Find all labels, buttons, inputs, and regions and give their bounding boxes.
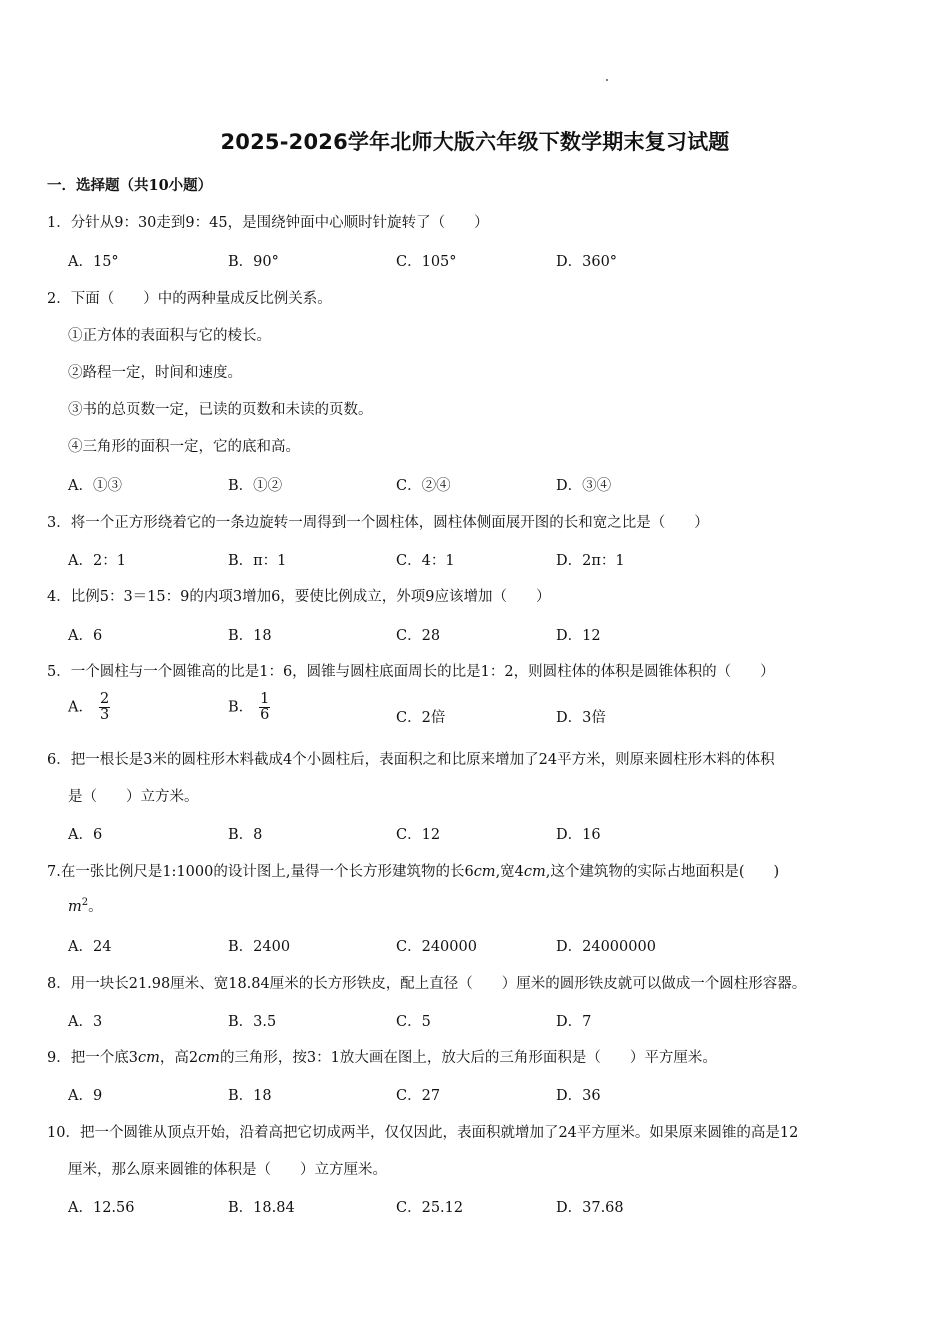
question-7-cont [68,895,103,916]
question-1: 1．分针从9：30走到9：45，是围绕钟面中心顺时针旋转了（ ） [47,215,489,231]
q1-option-a: A．15° [68,254,119,270]
question-7 [47,860,779,881]
q5-option-b-label: B． [228,699,254,716]
q9-option-a: A．9 [68,1088,103,1104]
q9-text-c: 的三角形，按3：1放大画在图上，放大后的三角形面积是（ ）平方厘米。 [219,1050,717,1066]
q7-option-d: D．24000000 [556,939,656,955]
q8-option-a: A．3 [68,1014,103,1030]
q2-item-1: ①正方体的表面积与它的棱长。 [68,328,271,344]
q9-text-a: 9．把一个底3 [47,1050,138,1066]
q9-unit-1: cm [137,1050,160,1066]
q4-option-a: A．6 [68,628,103,644]
q5-frac-b-numerator: 1 [260,691,270,707]
q5-option-b-fraction [259,692,270,723]
q6-option-c: C．12 [396,827,441,843]
q2-option-c: C．②④ [396,478,451,494]
q4-option-d: D．12 [556,628,601,644]
q2-option-b: B．①② [228,478,283,494]
q7-text-d: 。 [88,899,103,915]
q1-option-b: B．90° [228,254,279,270]
q2-option-d: D．③④ [556,478,612,494]
q7-unit-2: cm [523,864,546,880]
q6-option-d: D．16 [556,827,601,843]
page-title: 2025-2026学年北师大版六年级下数学期末复习试题 [220,130,730,154]
q5-option-a-label: A． [68,699,93,716]
question-4: 4．比例5：3＝15：9的内项3增加6，要使比例成立，外项9应该增加（ ） [47,589,551,605]
q7-text-a: 7.在一张比例尺是1:1000的设计图上,量得一个长方形建筑物的长6 [47,864,474,880]
q1-option-d: D．360° [556,254,618,270]
q5-frac-a-numerator: 2 [99,691,110,707]
q7-option-b: B．2400 [228,939,291,955]
q7-text-c: ,这个建筑物的实际占地面积是( ) [545,864,780,880]
q7-text-b: ,宽4 [495,864,524,880]
q5-frac-a-denominator: 3 [99,707,110,724]
q7-unit-1: cm [473,864,496,880]
q5-option-b [228,692,270,723]
q2-option-a: A．①③ [68,478,122,494]
q5-option-a [68,692,110,723]
section-heading: 一．选择题（共10小题） [47,177,213,194]
q3-option-a: A．2：1 [68,553,126,569]
q6-option-b: B．8 [228,827,263,843]
question-6-cont: 是（ ）立方米。 [68,789,199,805]
q8-option-b: B．3.5 [228,1014,277,1030]
q9-text-b: ，高2 [159,1050,199,1066]
q10-option-b: B．18.84 [228,1200,295,1216]
q9-option-d: D．36 [556,1088,601,1104]
q4-option-c: C．28 [396,628,441,644]
question-6: 6．把一根长是3米的圆柱形木料截成4个小圆柱后，表面积之和比原来增加了24平方米，则原来圆柱形木料的体积 [47,752,775,768]
question-9 [47,1046,717,1067]
q2-item-2: ②路程一定，时间和速度。 [68,365,242,381]
q9-option-b: B．18 [228,1088,272,1104]
q5-option-d: D．3倍 [556,710,606,726]
q5-option-a-fraction [99,692,110,723]
q8-option-c: C．5 [396,1014,431,1030]
question-3: 3．将一个正方形绕着它的一条边旋转一周得到一个圆柱体，圆柱体侧面展开图的长和宽之比是（ ） [47,515,709,531]
q7-unit-3: m [68,899,82,915]
q7-option-c: C．240000 [396,939,477,955]
q4-option-b: B．18 [228,628,272,644]
q1-option-c: C．105° [396,254,457,270]
q3-option-b: B．π：1 [228,553,287,569]
stray-dot [606,79,608,81]
q3-option-d: D．2π：1 [556,553,625,569]
q2-item-4: ④三角形的面积一定，它的底和高。 [68,439,300,455]
q9-unit-2: cm [198,1050,220,1066]
q8-option-d: D．7 [556,1014,592,1030]
question-10: 10．把一个圆锥从顶点开始，沿着高把它切成两半，仅仅因此，表面积就增加了24平方厘米。如果原来圆锥的高是12 [47,1125,799,1141]
question-2: 2．下面（ ）中的两种量成反比例关系。 [47,291,332,307]
q10-option-a: A．12.56 [68,1200,135,1216]
question-10-cont: 厘米，那么原来圆锥的体积是（ ）立方厘米。 [68,1162,387,1178]
q10-option-d: D．37.68 [556,1200,624,1216]
q7-superscript: 2 [81,897,89,909]
q10-option-c: C．25.12 [396,1200,464,1216]
q6-option-a: A．6 [68,827,103,843]
q7-option-a: A．24 [68,939,112,955]
q2-item-3: ③书的总页数一定，已读的页数和未读的页数。 [68,402,373,418]
question-8: 8．用一块长21.98厘米、宽18.84厘米的长方形铁皮，配上直径（ ）厘米的圆形铁皮就可以做成一个圆柱形容器。 [47,976,807,992]
q5-frac-b-denominator: 6 [260,707,270,724]
question-5: 5．一个圆柱与一个圆锥高的比是1：6，圆锥与圆柱底面周长的比是1：2，则圆柱体的体积是圆锥体积的（ ） [47,664,775,680]
q5-option-c: C．2倍 [396,710,446,726]
q3-option-c: C．4：1 [396,553,455,569]
q9-option-c: C．27 [396,1088,441,1104]
